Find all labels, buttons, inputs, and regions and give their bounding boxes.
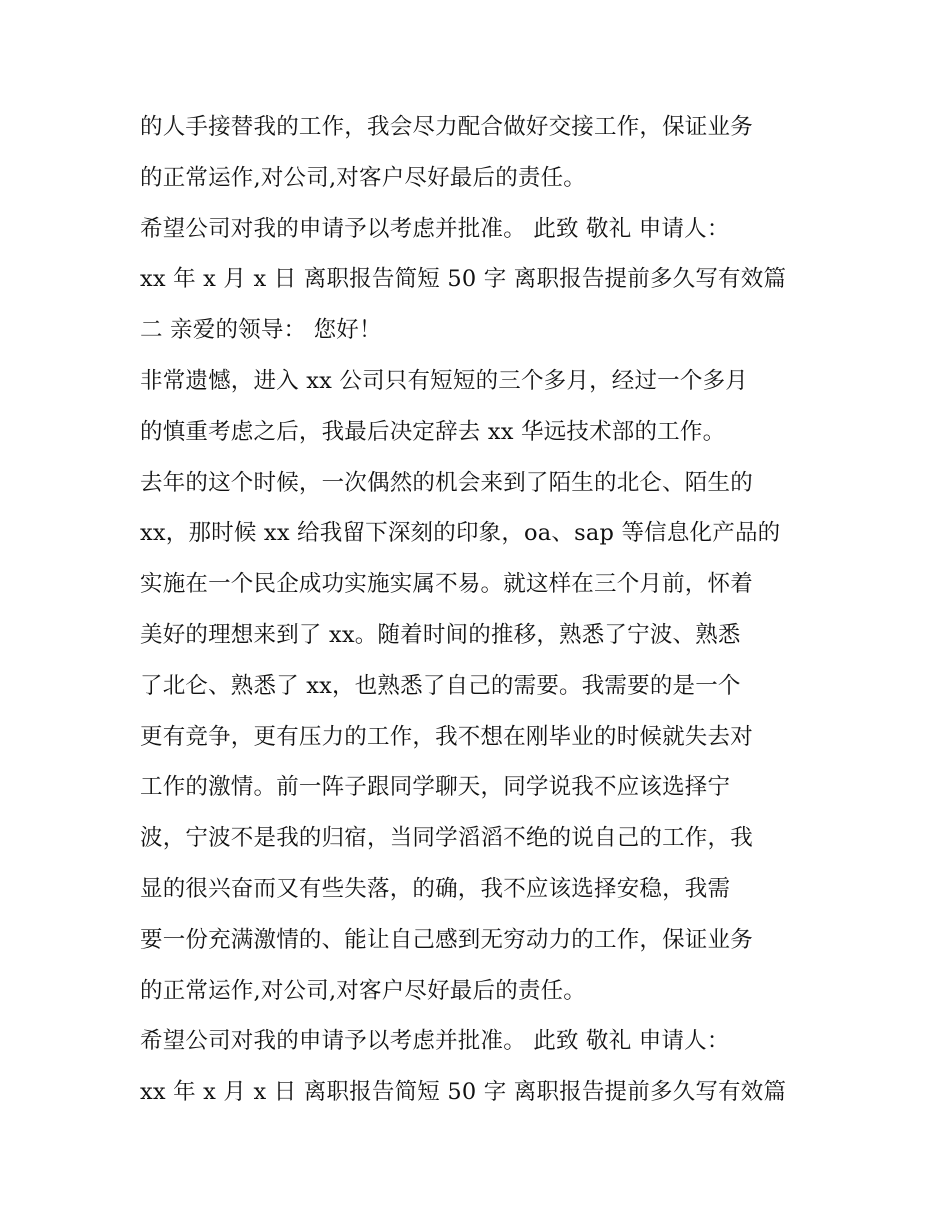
text-line: 显的很兴奋而又有些失落，的确，我不应该选择安稳，我需: [140, 875, 731, 902]
text-line: 希望公司对我的申请予以考虑并批准。 此致 敬礼 申请人：: [140, 215, 730, 242]
text-line: 要一份充满激情的、能让自己感到无穷动力的工作，保证业务: [140, 926, 753, 953]
text-line: 波，宁波不是我的归宿，当同学滔滔不绝的说自己的工作，我: [140, 825, 753, 852]
text-line: 二 亲爱的领导： 您好！: [140, 317, 382, 344]
text-line: xx 年 x 月 x 日 离职报告简短 50 字 离职报告提前多久写有效篇: [140, 266, 787, 293]
body-text: [140, 102, 820, 1118]
text-line: xx 年 x 月 x 日 离职报告简短 50 字 离职报告提前多久写有效篇: [140, 1079, 787, 1106]
text-line: 更有竞争，更有压力的工作，我不想在刚毕业的时候就失去对: [140, 723, 753, 750]
text-line: 的慎重考虑之后，我最后决定辞去 xx 华远技术部的工作。: [140, 418, 726, 445]
text-line: 的正常运作,对公司,对客户尽好最后的责任。: [140, 164, 587, 191]
text-line: 工作的激情。前一阵子跟同学聊天，同学说我不应该选择宁: [140, 774, 731, 801]
text-line: 了北仑、熟悉了 xx，也熟悉了自己的需要。我需要的是一个: [140, 672, 741, 699]
text-line: 的正常运作,对公司,对客户尽好最后的责任。: [140, 977, 587, 1004]
text-line: xx，那时候 xx 给我留下深刻的印象，oa、sap 等信息化产品的: [140, 520, 781, 547]
text-line: 实施在一个民企成功实施实属不易。就这样在三个月前，怀着: [140, 571, 753, 598]
text-line: 去年的这个时候，一次偶然的机会来到了陌生的北仑、陌生的: [140, 469, 753, 496]
text-line: 美好的理想来到了 xx。随着时间的推移，熟悉了宁波、熟悉: [140, 621, 741, 648]
text-line: 希望公司对我的申请予以考虑并批准。 此致 敬礼 申请人：: [140, 1028, 730, 1055]
text-line: 的人手接替我的工作，我会尽力配合做好交接工作，保证业务: [140, 114, 753, 140]
text-line: 非常遗憾，进入 xx 公司只有短短的三个多月，经过一个多月: [140, 367, 748, 394]
